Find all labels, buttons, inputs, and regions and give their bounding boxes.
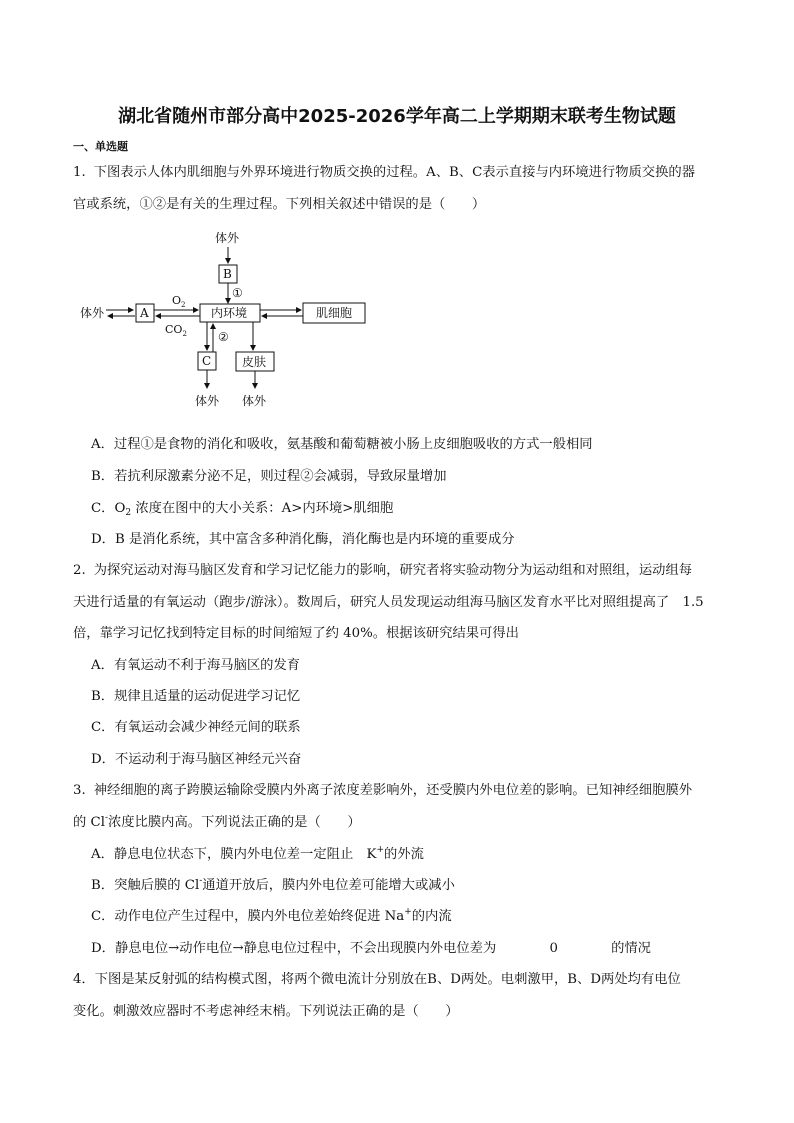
- q1-diagram-ext-top: 体外: [215, 231, 240, 245]
- q1-option-c[interactable]: C．$O_2$ 浓度在图中的大小关系：A>内环境>肌细胞: [91, 501, 394, 518]
- q1-stem-line1: 1. 下图表示人体内肌细胞与外界环境进行物质交换的过程。A、B、C表示直接与内环境进行物质交换的器: [73, 165, 695, 180]
- q3-option-b[interactable]: B．突触后膜的 Cl-通道开放后，膜内外电位差可能增大或减小: [91, 876, 455, 893]
- q1-option-b[interactable]: B．若抗利尿激素分泌不足，则过程②会减弱，导致尿量增加: [91, 469, 447, 484]
- q1-option-d[interactable]: D．B 是消化系统，其中富含多种消化酶，消化酶也是内环境的重要成分: [91, 532, 515, 547]
- q1-diagram-muscle-cell: 肌细胞: [316, 306, 353, 320]
- q1-diagram-skin: 皮肤: [242, 355, 267, 369]
- q1-diagram-box-b: B: [223, 267, 232, 281]
- q2-stem-line3: 倍，靠学习记忆找到特定目标的时间缩短了约 40%。根据该研究结果可得出: [73, 626, 519, 641]
- q2-option-a[interactable]: A．有氧运动不利于海马脑区的发育: [91, 658, 301, 673]
- q1-option-a[interactable]: A．过程①是食物的消化和吸收，氨基酸和葡萄糖被小肠上皮细胞吸收的方式一般相同: [91, 437, 593, 452]
- q3-stem-line2: 的 Cl-浓度比膜内高。下列说法正确的是（ ）: [73, 813, 361, 830]
- q3-option-c[interactable]: C．动作电位产生过程中，膜内外电位差始终促进 Na+的内流: [91, 907, 452, 924]
- q1-diagram-o2: $O_2$: [172, 294, 186, 309]
- q1-diagram-box-a: A: [140, 306, 149, 320]
- q4-stem-line2: 变化。刺激效应器时不考虑神经末梢。下列说法正确的是（ ）: [73, 1004, 459, 1019]
- section-heading: 一、单选题: [73, 140, 128, 153]
- q1-diagram-inner-env: 内环境: [211, 306, 248, 320]
- q1-stem-line2: 官或系统，①②是有关的生理过程。下列相关叙述中错误的是（ ）: [73, 197, 486, 212]
- q2-stem-line1: 2. 为探究运动对海马脑区发育和学习记忆能力的影响，研究者将实验动物分为运动组和对照组，运动组每: [73, 563, 693, 578]
- q4-stem-line1: 4．下图是某反射弧的结构模式图，将两个微电流计分别放在B、D两处。电刺激甲，B、D两处均有电位: [73, 972, 681, 987]
- q1-diagram-proc1: ①: [232, 286, 243, 300]
- q3-option-a[interactable]: A．静息电位状态下，膜内外电位差一定阻止 K+的外流: [91, 845, 424, 862]
- q1-diagram: [70, 225, 380, 415]
- q1-diagram-ext-skin: 体外: [242, 394, 267, 408]
- q2-option-d[interactable]: D．不运动利于海马脑区神经元兴奋: [91, 752, 302, 767]
- q3-number: 3.: [73, 783, 86, 798]
- q1-diagram-ext-c: 体外: [195, 394, 220, 408]
- q4-number: 4．: [73, 972, 95, 987]
- q3-option-d[interactable]: D．静息电位→动作电位→静息电位过程中，不会出现膜内外电位差为 0 的情况: [91, 941, 651, 956]
- q2-option-b[interactable]: B．规律且适量的运动促进学习记忆: [91, 689, 301, 704]
- q1-diagram-co2: $CO_2$: [165, 323, 187, 338]
- q1-diagram-proc2: ②: [218, 330, 229, 344]
- q1-diagram-ext-left: 体外: [80, 306, 105, 320]
- q2-stem-line2: 天进行适量的有氧运动（跑步/游泳）。数周后，研究人员发现运动组海马脑区发育水平比对照组提高了 1.5: [73, 595, 704, 610]
- q3-stem-line1: 3. 神经细胞的离子跨膜运输除受膜内外离子浓度差影响外，还受膜内外电位差的影响。已知神经细胞膜外: [73, 783, 693, 798]
- q2-option-c[interactable]: C．有氧运动会减少神经元间的联系: [91, 720, 301, 735]
- q1-diagram-box-c: C: [202, 354, 212, 368]
- page-title: 湖北省随州市部分高中2025-2026学年高二上学期期末联考生物试题: [118, 106, 676, 127]
- q1-number: 1.: [73, 165, 86, 180]
- q2-number: 2.: [73, 563, 86, 578]
